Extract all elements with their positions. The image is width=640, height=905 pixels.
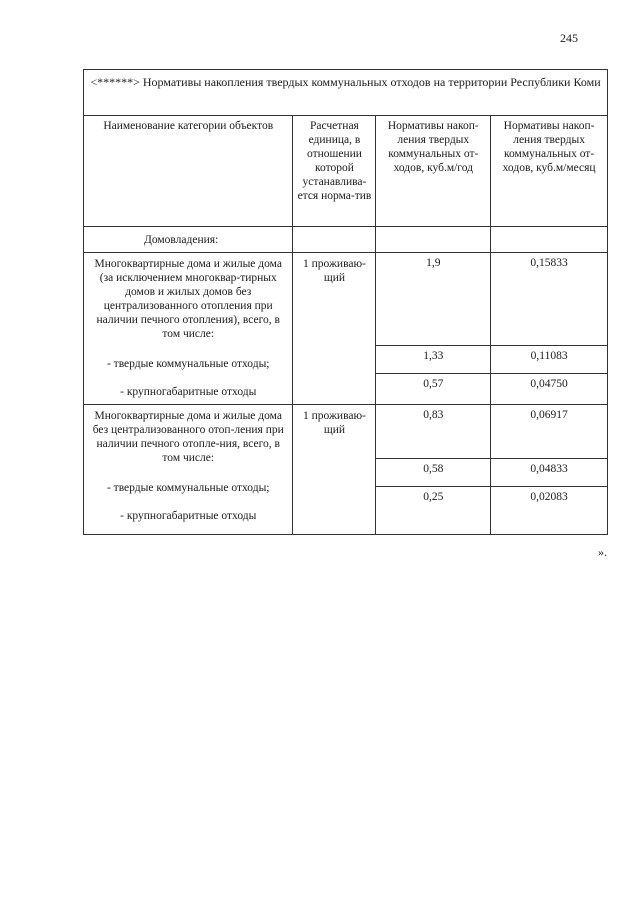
subcategory-label: - твердые коммунальные отходы; xyxy=(106,358,270,370)
header-annual: Нормативы накоп-ления твердых коммунальных от-ходов, куб.м/год xyxy=(376,116,491,227)
category-cell xyxy=(84,253,293,405)
category-label: Многоквартирные дома и жилые дома (за исключением многоквар-тирных домов и жилых домов без централизованного отопления при наличии печного отопления), всего, в том числе: xyxy=(94,258,282,340)
unit-cell: 1 проживаю-щий xyxy=(293,405,376,535)
subcategory-label: - твердые коммунальные отходы; xyxy=(106,482,270,494)
subcategory-label: - крупногабаритные отходы xyxy=(120,510,257,522)
annual-value: 0,83 xyxy=(376,405,491,459)
monthly-value: 0,04750 xyxy=(491,374,608,405)
norms-table xyxy=(83,69,608,535)
annual-value: 0,25 xyxy=(376,487,491,535)
annual-value: 1,33 xyxy=(376,346,491,374)
monthly-value: 0,11083 xyxy=(491,346,608,374)
table-row xyxy=(84,405,608,459)
header-unit: Расчетная единица, в отношении которой устанавлива-ется норма-тив xyxy=(293,116,376,227)
annual-value: 1,9 xyxy=(376,253,491,346)
monthly-value: 0,02083 xyxy=(491,487,608,535)
monthly-value: 0,06917 xyxy=(491,405,608,459)
header-category: Наименование категории объектов xyxy=(84,116,293,227)
category-label: Многоквартирные дома и жилые дома без централизованного отоп-ления при наличии печного отопле-ния, всего, в том числе: xyxy=(92,410,284,464)
subcategory-label: - крупногабаритные отходы xyxy=(120,386,257,398)
unit-cell: 1 проживаю-щий xyxy=(293,253,376,405)
table-title: <******> Нормативы накопления твердых коммунальных отходов на территории Республики Коми xyxy=(84,70,608,116)
annual-value: 0,57 xyxy=(376,374,491,405)
monthly-value: 0,04833 xyxy=(491,459,608,487)
page-number: 245 xyxy=(560,31,578,45)
table-row xyxy=(84,253,608,346)
section-label: Домовладения: xyxy=(84,227,293,253)
monthly-value: 0,15833 xyxy=(491,253,608,346)
annual-value: 0,58 xyxy=(376,459,491,487)
header-monthly: Нормативы накоп-ления твердых коммунальных от-ходов, куб.м/месяц xyxy=(491,116,608,227)
category-cell xyxy=(84,405,293,535)
closing-quote: ». xyxy=(598,545,607,559)
